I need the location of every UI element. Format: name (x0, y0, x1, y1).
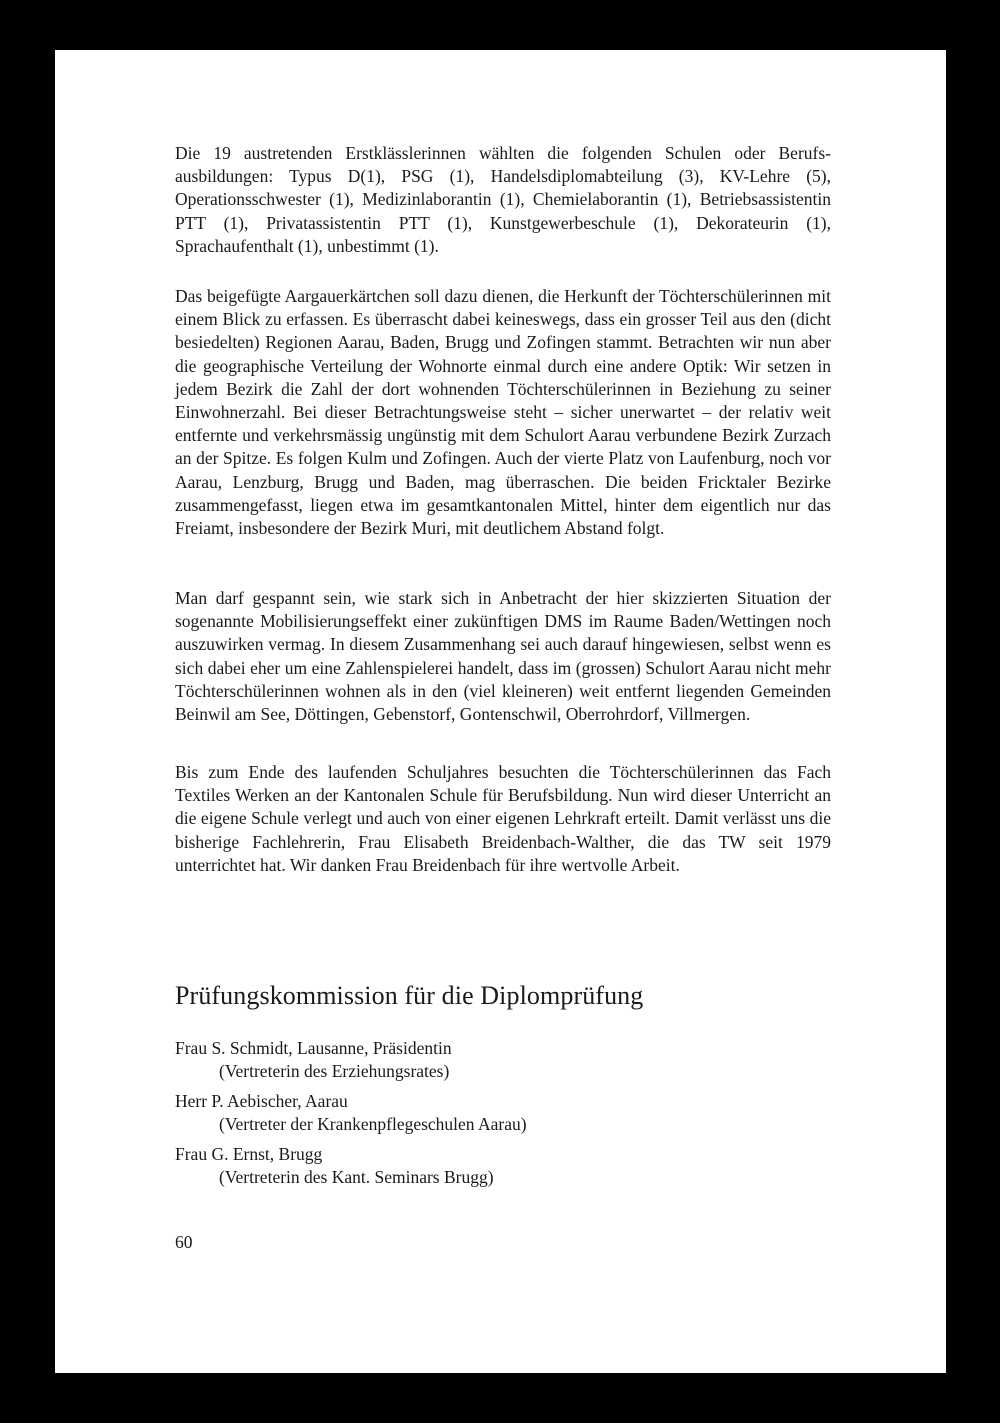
member-name: Frau S. Schmidt, Lausanne, Präsidentin (175, 1038, 452, 1058)
paragraph-graduate-choices: Die 19 austretenden Erstklässlerinnen wählten die folgenden Schulen oder Berufsausbildungen: Typus D(1), PSG (1), Handelsdiplomabteilung (3), KV-Lehre (5), Operationsschwester (1), Medizinlaborantin (1), Chemielaborantin (1), Betriebsassistentin PTT (1), Privatassistentin PTT (1), Kunstgewerbeschule (1), Dekorateurin (1), Sprachaufenthalt (1), unbestimmt (1). (175, 143, 831, 256)
section-heading: Prüfungskommission für die Diplomprüfung (175, 981, 644, 1010)
member-role: (Vertreterin des Erziehungsrates) (219, 1061, 450, 1081)
member-role: (Vertreterin des Kant. Seminars Brugg) (219, 1167, 494, 1187)
paragraph-mobilization: Man darf gespannt sein, wie stark sich in Anbetracht der hier skizzierten Situation der sogenannte Mobilisierungseffekt einer zukünftigen DMS im Raume Baden/Wettingen noch auszuwirken vermag. In diesem Zusammenhang sei auch darauf hingewiesen, selbst wenn es sich dabei eher um eine Zahlenspielerei handelt, dass im (grossen) Schulort Aarau nicht mehr Töchterschülerinnen wohnen als in den (viel kleineren) weit entfernt liegenden Gemeinden Beinwil am See, Döttingen, Gebenstorf, Gontenschwil, Oberrohrdorf, Villmergen. (175, 588, 831, 725)
member-role: (Vertreter der Krankenpflegeschulen Aarau) (219, 1114, 527, 1134)
document-page (55, 50, 946, 1373)
paragraph-textile-work: Bis zum Ende des laufenden Schuljahres besuchten die Töchterschülerinnen das Fach Textiles Werken an der Kantonalen Schule für Berufsbildung. Nun wird dieser Unterricht an die eigene Schule verlegt und auch von einer eigenen Lehrkraft erteilt. Damit verlässt uns die bisherige Fachlehrerin, Frau Elisabeth Breidenbach-Walther, die das TW seit 1979 unterrichtet hat. Wir danken Frau Breidenbach für ihre wertvolle Arbeit. (175, 762, 831, 875)
member-name: Herr P. Aebischer, Aarau (175, 1091, 348, 1111)
paragraph-origin-map: Das beigefügte Aargauerkärtchen soll dazu dienen, die Herkunft der Töchterschülerinnen mit einem Blick zu erfassen. Es überrascht dabei keineswegs, dass ein grosser Teil aus den (dicht besiedelten) Regionen Aarau, Baden, Brugg und Zofingen stammt. Betrachten wir nun aber die geographische Verteilung der Wohnorte einmal durch eine andere Optik: Wir setzen in jedem Bezirk die Zahl der dort wohnenden Töchterschülerinnen in Beziehung zu seiner Einwohnerzahl. Bei dieser Betrachtungsweise steht – sicher unerwartet – der relativ weit entfernte und verkehrsmässig ungünstig mit dem Schulort Aarau verbundene Bezirk Zurzach an der Spitze. Es folgen Kulm und Zofingen. Auch der vierte Platz von Laufenburg, noch vor Aarau, Lenzburg, Brugg und Baden, mag überraschen. Die beiden Fricktaler Bezirke zusammengefasst, liegen etwa im gesamtkantonalen Mittel, hinter dem eigentlich nur das Freiamt, insbesondere der Bezirk Muri, mit deutlichem Abstand folgt. (175, 286, 831, 539)
page-number: 60 (175, 1232, 193, 1252)
commission-member-list (175, 1037, 831, 1189)
commission-member (175, 1143, 831, 1189)
commission-member (175, 1090, 831, 1136)
commission-member (175, 1037, 831, 1083)
page-content (175, 142, 831, 1196)
member-name: Frau G. Ernst, Brugg (175, 1144, 323, 1164)
